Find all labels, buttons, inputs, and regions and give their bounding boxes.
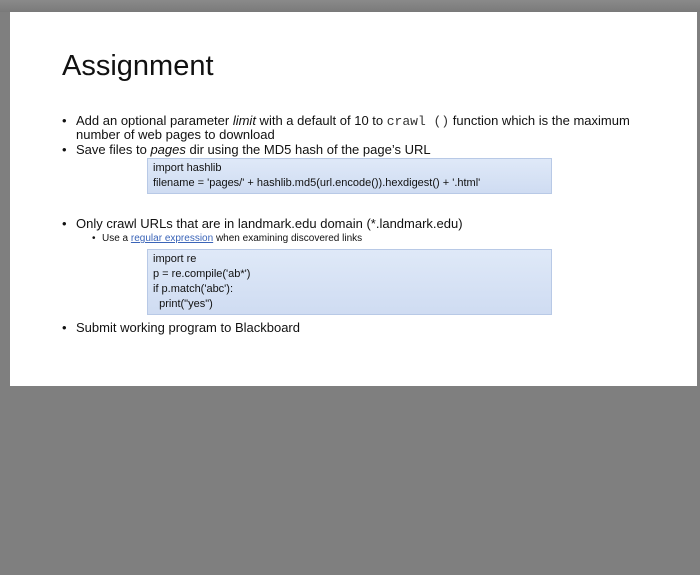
bullet1-text-a: Add an optional parameter	[76, 113, 233, 128]
bullet1-text-b: with a default of 10 to	[255, 113, 387, 128]
bullet1-text-c: function which is the maximum	[449, 113, 630, 128]
bullet-dot: •	[62, 142, 67, 157]
code-block-hashlib	[147, 158, 552, 194]
code-line: if p.match('abc'):	[153, 283, 234, 295]
code-line: import hashlib	[153, 162, 222, 174]
code-line: import re	[153, 253, 197, 265]
bullet1-limit: limit	[232, 113, 256, 128]
bullet-crawl-domain	[62, 216, 676, 231]
regex-link[interactable]: regular expression	[130, 233, 214, 244]
bullet2-text-b: dir using the MD5 hash of the page’s URL	[185, 142, 431, 157]
bullet1-crawl-code: crawl ()	[386, 114, 450, 129]
bullet-dot: •	[62, 320, 67, 335]
bullet3-text: Only crawl URLs that are in landmark.edu domain (*.landmark.edu)	[76, 216, 463, 231]
bullet-dot: •	[62, 113, 67, 128]
code-line: print("yes")	[153, 298, 213, 310]
code-block-regex	[147, 249, 552, 315]
bullet4-text: Submit working program to Blackboard	[76, 320, 300, 335]
code-line: p = re.compile('ab*')	[153, 268, 251, 280]
slide	[10, 12, 697, 386]
bullet-save-files	[62, 142, 676, 157]
subbullet-text-b: when examining discovered links	[213, 233, 363, 244]
subbullet-regex	[92, 233, 602, 245]
bullet2-text-a: Save files to	[76, 142, 151, 157]
bullet1-line2: number of web pages to download	[76, 127, 275, 142]
bullet-limit-param	[62, 113, 676, 142]
bullet-submit	[62, 320, 676, 335]
bullet2-pages: pages	[150, 142, 186, 157]
bullet-dot: •	[62, 216, 67, 231]
subbullet-text-a: Use a	[102, 233, 131, 244]
code-line: filename = 'pages/' + hashlib.md5(url.encode()).hexdigest() + '.html'	[153, 177, 481, 189]
window-top-strip	[0, 0, 700, 12]
bullet-dot: •	[92, 233, 96, 244]
slide-title: Assignment	[62, 50, 214, 82]
